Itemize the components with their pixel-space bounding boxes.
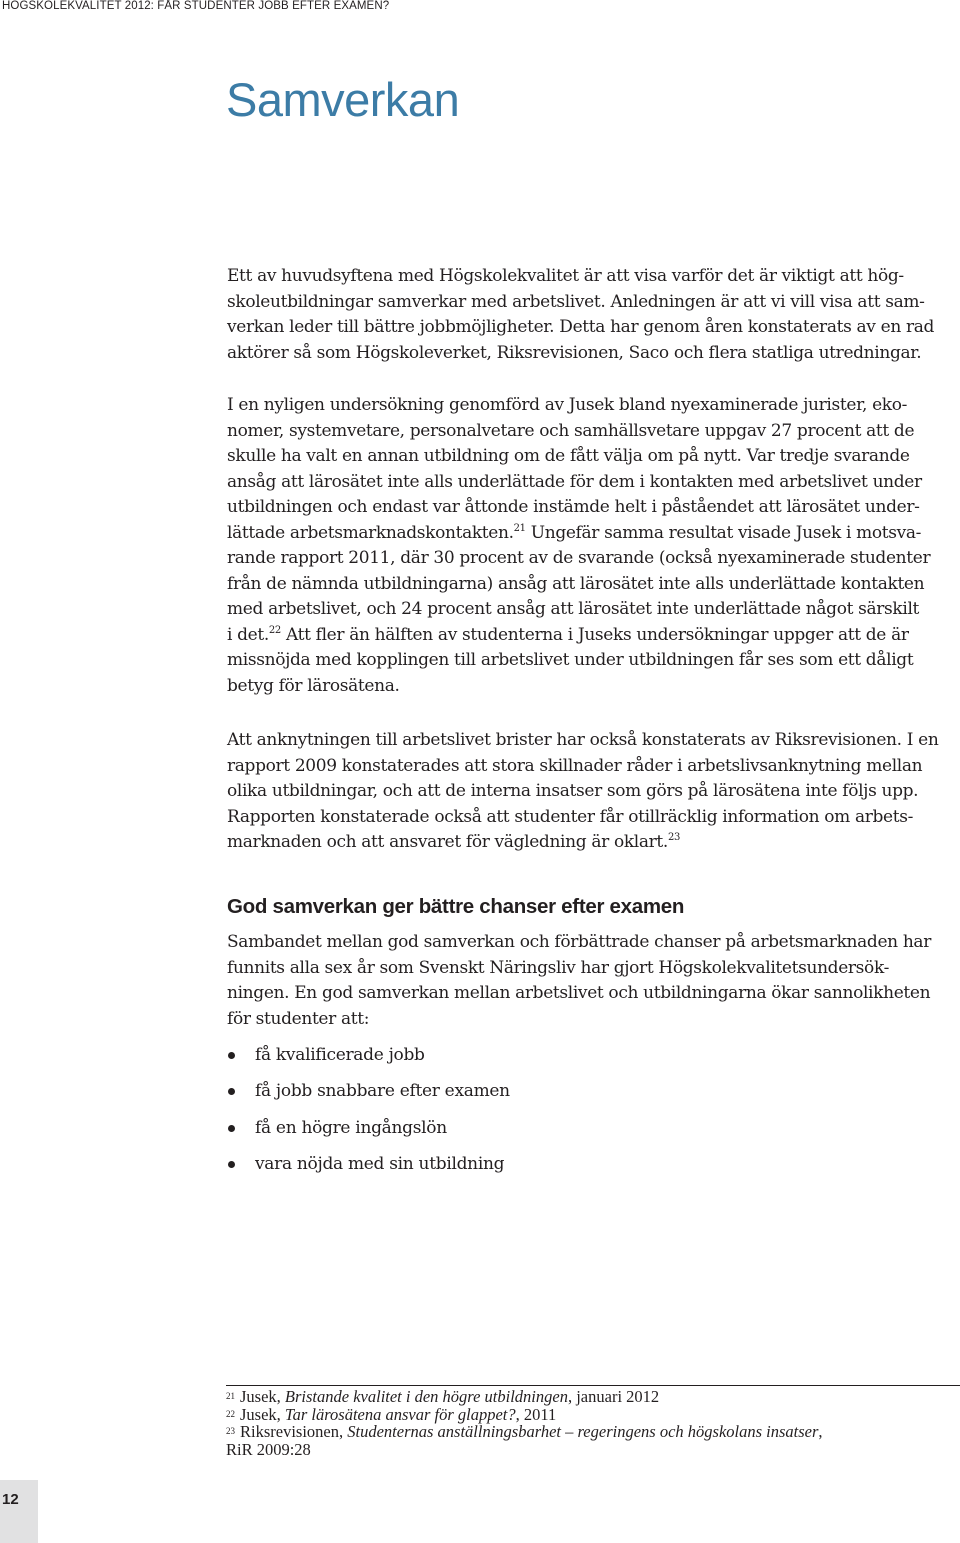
footnote-title: Studenternas anställningsbarhet – regeringens och högskolans insatser (347, 1422, 819, 1441)
text-line: Att anknytningen till arbetslivet brister har också konstaterats av Riksrevisionen. I en (227, 730, 939, 750)
text-line: betyg för lärosätena. (227, 675, 400, 696)
riksrevisionen-paragraph (227, 728, 957, 856)
text-line (227, 521, 957, 547)
bullet-icon (228, 1052, 235, 1059)
footnote-tail: , januari 2012 (567, 1387, 660, 1406)
jusek-paragraph (227, 393, 957, 699)
text-line (227, 830, 957, 856)
text-fragment: lättade arbetsmarknadskontakten. (227, 522, 514, 543)
text-line: ningen. En god samverkan mellan arbetslivet och utbildningarna ökar sannolikheten (227, 983, 931, 1003)
footnote-separator: , (276, 1404, 285, 1424)
samband-paragraph (227, 930, 957, 1032)
intro-paragraph (227, 264, 957, 366)
footnote-separator: , (276, 1387, 285, 1406)
text-line: funnits alla sex år som Svenskt Näringsliv har gjort Högskolekvalitetsundersök- (227, 957, 889, 978)
list-item-label: få jobb snabbare efter examen (255, 1081, 510, 1102)
page-title: Samverkan (226, 73, 460, 126)
text-line: rande rapport 2011, där 30 procent av de svarande (också nyexaminerade studenter (227, 548, 931, 568)
footnote-22 (226, 1406, 956, 1424)
text-line: olika utbildningar, och att de interna insatser som görs på lärosätena inte följs upp. (227, 781, 919, 801)
list-item (227, 1079, 510, 1115)
page-number-tab (0, 1480, 38, 1543)
footnote-21 (226, 1388, 956, 1406)
footnote-title: Tar lärosätena ansvar för glappet? (284, 1404, 516, 1424)
text-line: Rapporten konstaterade också att studenter får otillräcklig information om arbets- (227, 806, 914, 827)
list-item (227, 1152, 510, 1188)
text-fragment: Ungefär samma resultat visade Jusek i motsva- (525, 522, 922, 543)
footnotes (226, 1388, 956, 1458)
footnote-tail: , (818, 1422, 823, 1441)
text-line: med arbetslivet, och 24 procent ansåg att lärosätet inte underlättade något särskilt (227, 599, 920, 619)
bullet-icon (228, 1125, 235, 1132)
running-header: HÖGSKOLEKVALITET 2012: FÅR STUDENTER JOBB EFTER EXAMEN? (2, 0, 390, 12)
list-item-label: få en högre ingångslön (255, 1117, 447, 1138)
bullet-list (227, 1043, 510, 1188)
text-line: I en nyligen undersökning genomförd av Jusek bland nyexaminerade jurister, eko- (227, 395, 908, 415)
footnote-number: 21 (226, 1391, 235, 1401)
footnote-continuation: RiR 2009:28 (226, 1439, 311, 1459)
footnote-title: Bristande kvalitet i den högre utbildningen (284, 1387, 568, 1406)
list-item (227, 1116, 510, 1152)
text-line: aktörer så som Högskoleverket, Riksrevisionen, Saco och flera statliga utredningar. (227, 342, 922, 363)
text-fragment: Att fler än hälften av studenterna i Juseks undersökningar uppger att de är (280, 624, 909, 645)
text-line: Sambandet mellan god samverkan och förbättrade chanser på arbetsmarknaden har (227, 932, 931, 952)
text-line: från de nämnda utbildningarna) ansåg att lärosätet inte alls underlättade kontakten (227, 573, 925, 594)
text-line: verkan leder till bättre jobbmöjligheter. Detta har genom åren konstaterats av en rad (227, 317, 935, 337)
list-item-label: få kvalificerade jobb (255, 1045, 425, 1065)
text-line: rapport 2009 konstaterades att stora skillnader råder i arbetslivsanknytning mellan (227, 755, 923, 776)
footnote-number: 23 (226, 1426, 235, 1436)
footnote-divider (226, 1385, 960, 1386)
footnote-ref-21[interactable]: 21 (513, 522, 526, 534)
footnote-23 (226, 1423, 956, 1458)
footnote-number: 22 (226, 1408, 235, 1419)
list-item (227, 1043, 510, 1079)
section-heading: God samverkan ger bättre chanser efter examen (227, 895, 685, 918)
footnote-tail: , 2011 (515, 1404, 557, 1424)
text-fragment: i det. (227, 624, 269, 645)
text-line: ansåg att lärosätet inte alls underlättade för dem i kontakten med arbetslivet under (227, 471, 922, 492)
text-line: missnöjda med kopplingen till arbetslivet under utbildningen får ses som ett dåligt (227, 650, 914, 670)
bullet-icon (228, 1088, 235, 1095)
text-line: utbildningen och endast var åttonde instämde helt i påståendet att lärosätet under- (227, 497, 920, 517)
bullet-icon (228, 1161, 235, 1168)
list-item-label: vara nöjda med sin utbildning (255, 1153, 505, 1174)
text-line: för studenter att: (227, 1008, 370, 1029)
footnote-separator: , (339, 1422, 348, 1441)
footnote-author: Jusek (240, 1387, 277, 1406)
text-fragment: marknaden och att ansvaret för vägledning är oklart. (227, 832, 668, 852)
text-line: Ett av huvudsyftena med Högskolekvalitet är att visa varför det är viktigt att hög- (227, 266, 904, 286)
page-number: 12 (2, 1491, 19, 1508)
footnote-author: Jusek (240, 1404, 277, 1424)
text-line (227, 623, 957, 649)
text-line: skoleutbildningar samverkar med arbetslivet. Anledningen är att vi vill visa att sam- (227, 291, 925, 312)
footnote-ref-23[interactable]: 23 (667, 832, 680, 843)
footnote-author: Riksrevisionen (240, 1422, 339, 1441)
footnote-ref-22[interactable]: 22 (268, 624, 281, 636)
text-line: nomer, systemvetare, personalvetare och samhällsvetare uppgav 27 procent att de (227, 420, 915, 441)
text-line: skulle ha valt en annan utbildning om de fått välja om på nytt. Var tredje svarande (227, 446, 910, 466)
